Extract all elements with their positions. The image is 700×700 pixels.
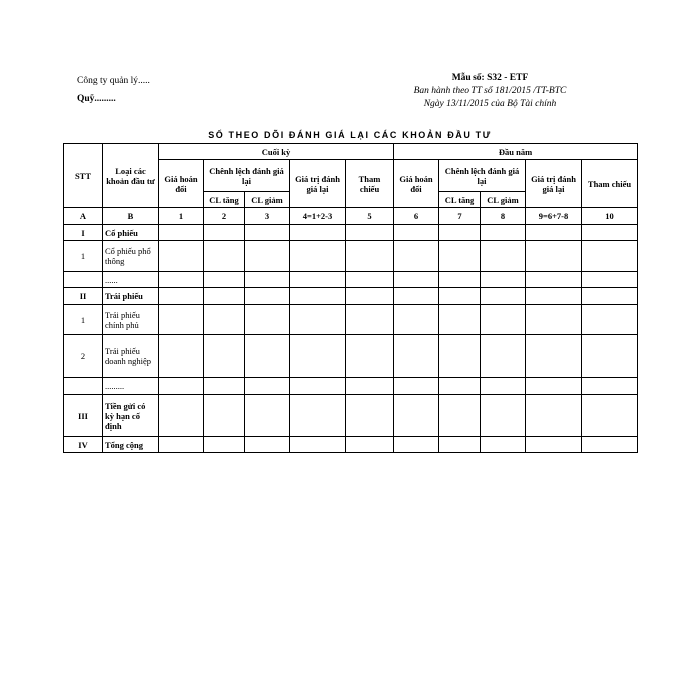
row-name: ...... (103, 272, 159, 288)
row-name: Trái phiếu chính phủ (103, 305, 159, 335)
index-cell: B (103, 208, 159, 225)
index-cell: 1 (159, 208, 204, 225)
index-cell: A (64, 208, 103, 225)
start-cost-value-header: Giá hoán đổi (394, 160, 439, 208)
row-name: Cổ phiếu (103, 225, 159, 241)
table-row (64, 378, 638, 395)
col-stt-header: STT (64, 144, 103, 208)
row-stt: 1 (64, 305, 103, 335)
form-number: Mẫu số: S32 - ETF (451, 73, 529, 83)
table-row (64, 335, 638, 378)
end-ref-header: Tham chiếu (346, 160, 394, 208)
revaluation-ledger-table (63, 143, 638, 453)
end-cost-value-header: Giá hoán đổi (159, 160, 204, 208)
header-left (77, 72, 150, 108)
group-end-of-period: Cuối kỳ (159, 144, 394, 160)
table-row (64, 395, 638, 437)
index-cell: 8 (481, 208, 526, 225)
row-stt: III (64, 395, 103, 437)
table-row (64, 437, 638, 453)
row-stt: I (64, 225, 103, 241)
row-name: ......... (103, 378, 159, 395)
index-cell: 3 (245, 208, 290, 225)
document-title: SỔ THEO DÕI ĐÁNH GIÁ LẠI CÁC KHOẢN ĐẦU TƯ (208, 130, 492, 140)
table-row (64, 288, 638, 305)
index-cell: 4=1+2-3 (290, 208, 346, 225)
issued-date: Ngày 13/11/2015 của Bộ Tài chính (423, 99, 557, 109)
end-diff-up-header: CL tăng (204, 192, 245, 208)
index-cell: 7 (439, 208, 481, 225)
index-cell: 10 (582, 208, 638, 225)
end-diff-header: Chênh lệch đánh giá lại (204, 160, 290, 192)
index-cell: 2 (204, 208, 245, 225)
end-diff-down-header: CL giảm (245, 192, 290, 208)
row-name: Trái phiếu doanh nghiệp (103, 335, 159, 378)
row-stt: II (64, 288, 103, 305)
row-stt (64, 272, 103, 288)
start-diff-up-header: CL tăng (439, 192, 481, 208)
end-reval-value-header: Giá trị đánh giá lại (290, 160, 346, 208)
company-name: Công ty quản lý..... (77, 76, 150, 86)
table-row (64, 241, 638, 272)
row-stt: IV (64, 437, 103, 453)
row-name: Trái phiếu (103, 288, 159, 305)
start-diff-down-header: CL giảm (481, 192, 526, 208)
issued-by: Ban hành theo TT số 181/2015 /TT-BTC (413, 86, 567, 96)
row-stt: 1 (64, 241, 103, 272)
row-name: Tiền gửi có kỳ hạn cố định (103, 395, 159, 437)
table-row (64, 305, 638, 335)
table-row (64, 272, 638, 288)
start-reval-value-header: Giá trị đánh giá lại (526, 160, 582, 208)
index-cell: 6 (394, 208, 439, 225)
index-cell: 9=6+7-8 (526, 208, 582, 225)
row-stt: 2 (64, 335, 103, 378)
start-diff-header: Chênh lệch đánh giá lại (439, 160, 526, 192)
fund-name: Quỹ......... (77, 94, 116, 104)
col-type-header: Loại các khoản đầu tư (103, 144, 159, 208)
start-ref-header: Tham chiếu (582, 160, 638, 208)
row-name: Cổ phiếu phổ thông (103, 241, 159, 272)
column-index-row (64, 208, 638, 225)
row-name: Tổng cộng (103, 437, 159, 453)
header-right (390, 72, 590, 111)
group-start-of-year: Đầu năm (394, 144, 638, 160)
index-cell: 5 (346, 208, 394, 225)
row-stt (64, 378, 103, 395)
table-row (64, 225, 638, 241)
